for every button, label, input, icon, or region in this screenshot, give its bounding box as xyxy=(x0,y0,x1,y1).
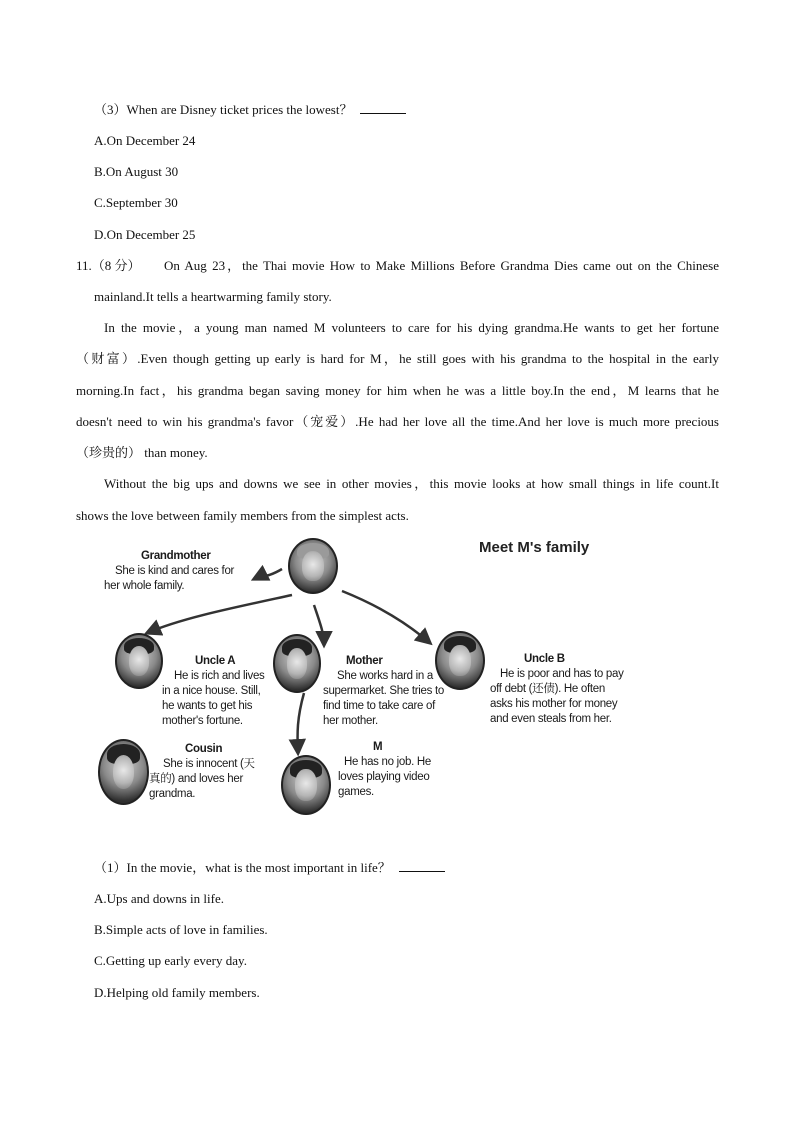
passage-line: shows the love between family members from the simplest acts. xyxy=(76,508,409,523)
member-name: Grandmother xyxy=(141,550,211,562)
question-3 xyxy=(94,101,406,119)
passage-line: （财富）.Even though getting up early is hard for M，he still goes with his grandma to the hospital in the early xyxy=(76,351,719,366)
uncle-a-caption: Uncle A He is rich and lives in a nice house. Still, he wants to get his mother's fortune. xyxy=(162,655,265,727)
passage-line: doesn't need to win his grandma's favor（宠爱）.He had her love all the time.And her love is much more precious xyxy=(76,414,719,429)
option-d: D.Helping old family members. xyxy=(94,985,260,1000)
answer-blank[interactable] xyxy=(360,101,406,114)
uncle-b-portrait xyxy=(435,631,485,690)
option-a: A.Ups and downs in life. xyxy=(94,891,224,906)
question-3-text: （3）When are Disney ticket prices the lowest？ xyxy=(94,102,353,117)
option-b: B.Simple acts of love in families. xyxy=(94,922,268,937)
arrow-to-grandmother-label xyxy=(254,569,282,579)
passage-line: In the movie，a young man named M volunteers to care for his dying grandma.He wants to get her fortune xyxy=(104,320,719,335)
option-c: C.September 30 xyxy=(94,195,178,210)
passage-line: （珍贵的） than money. xyxy=(76,445,208,460)
arrow-to-uncle-a xyxy=(147,595,292,633)
question-1 xyxy=(94,859,445,877)
uncle-a-portrait xyxy=(115,633,163,689)
passage-line: morning.In fact，his grandma began saving money for him when he was a little boy.In the end，M learns that he xyxy=(76,383,719,398)
passage-line: On Aug 23，the Thai movie How to Make Millions Before Grandma Dies came out on the Chinese xyxy=(164,258,719,273)
m-portrait xyxy=(281,755,331,815)
option-c: C.Getting up early every day. xyxy=(94,953,247,968)
family-figure xyxy=(92,533,632,823)
uncle-b-caption: Uncle B He is poor and has to pay off debt (还债). He often asks his mother for money and even steals from her. xyxy=(490,653,624,725)
arrow-to-uncle-b xyxy=(342,591,430,643)
cousin-portrait xyxy=(98,739,149,805)
passage-line: Without the big ups and downs we see in other movies，this movie looks at how small things in life count.It xyxy=(104,476,719,491)
question-1-text: （1）In the movie，what is the most important in life？ xyxy=(94,860,391,875)
question-11-heading: 11.（8 分） xyxy=(76,258,141,273)
passage-line: mainland.It tells a heartwarming family story. xyxy=(94,289,332,304)
figure-title: Meet M's family xyxy=(479,539,590,556)
mother-portrait xyxy=(273,634,321,693)
grandmother-caption: Grandmother She is kind and cares for her whole family. xyxy=(104,550,235,592)
option-d: D.On December 25 xyxy=(94,227,196,242)
arrow-to-mother xyxy=(314,605,324,645)
cousin-caption: Cousin She is innocent (天 真的) and loves her grandma. xyxy=(149,743,255,800)
option-a: A.On December 24 xyxy=(94,133,196,148)
mother-caption: Mother She works hard in a supermarket. She tries to find time to take care of her mother. xyxy=(323,655,444,727)
answer-blank[interactable] xyxy=(399,859,445,872)
grandmother-portrait xyxy=(288,538,338,594)
option-b: B.On August 30 xyxy=(94,164,179,179)
m-caption: M He has no job. He loves playing video games. xyxy=(338,741,431,798)
arrow-to-m xyxy=(298,693,304,753)
